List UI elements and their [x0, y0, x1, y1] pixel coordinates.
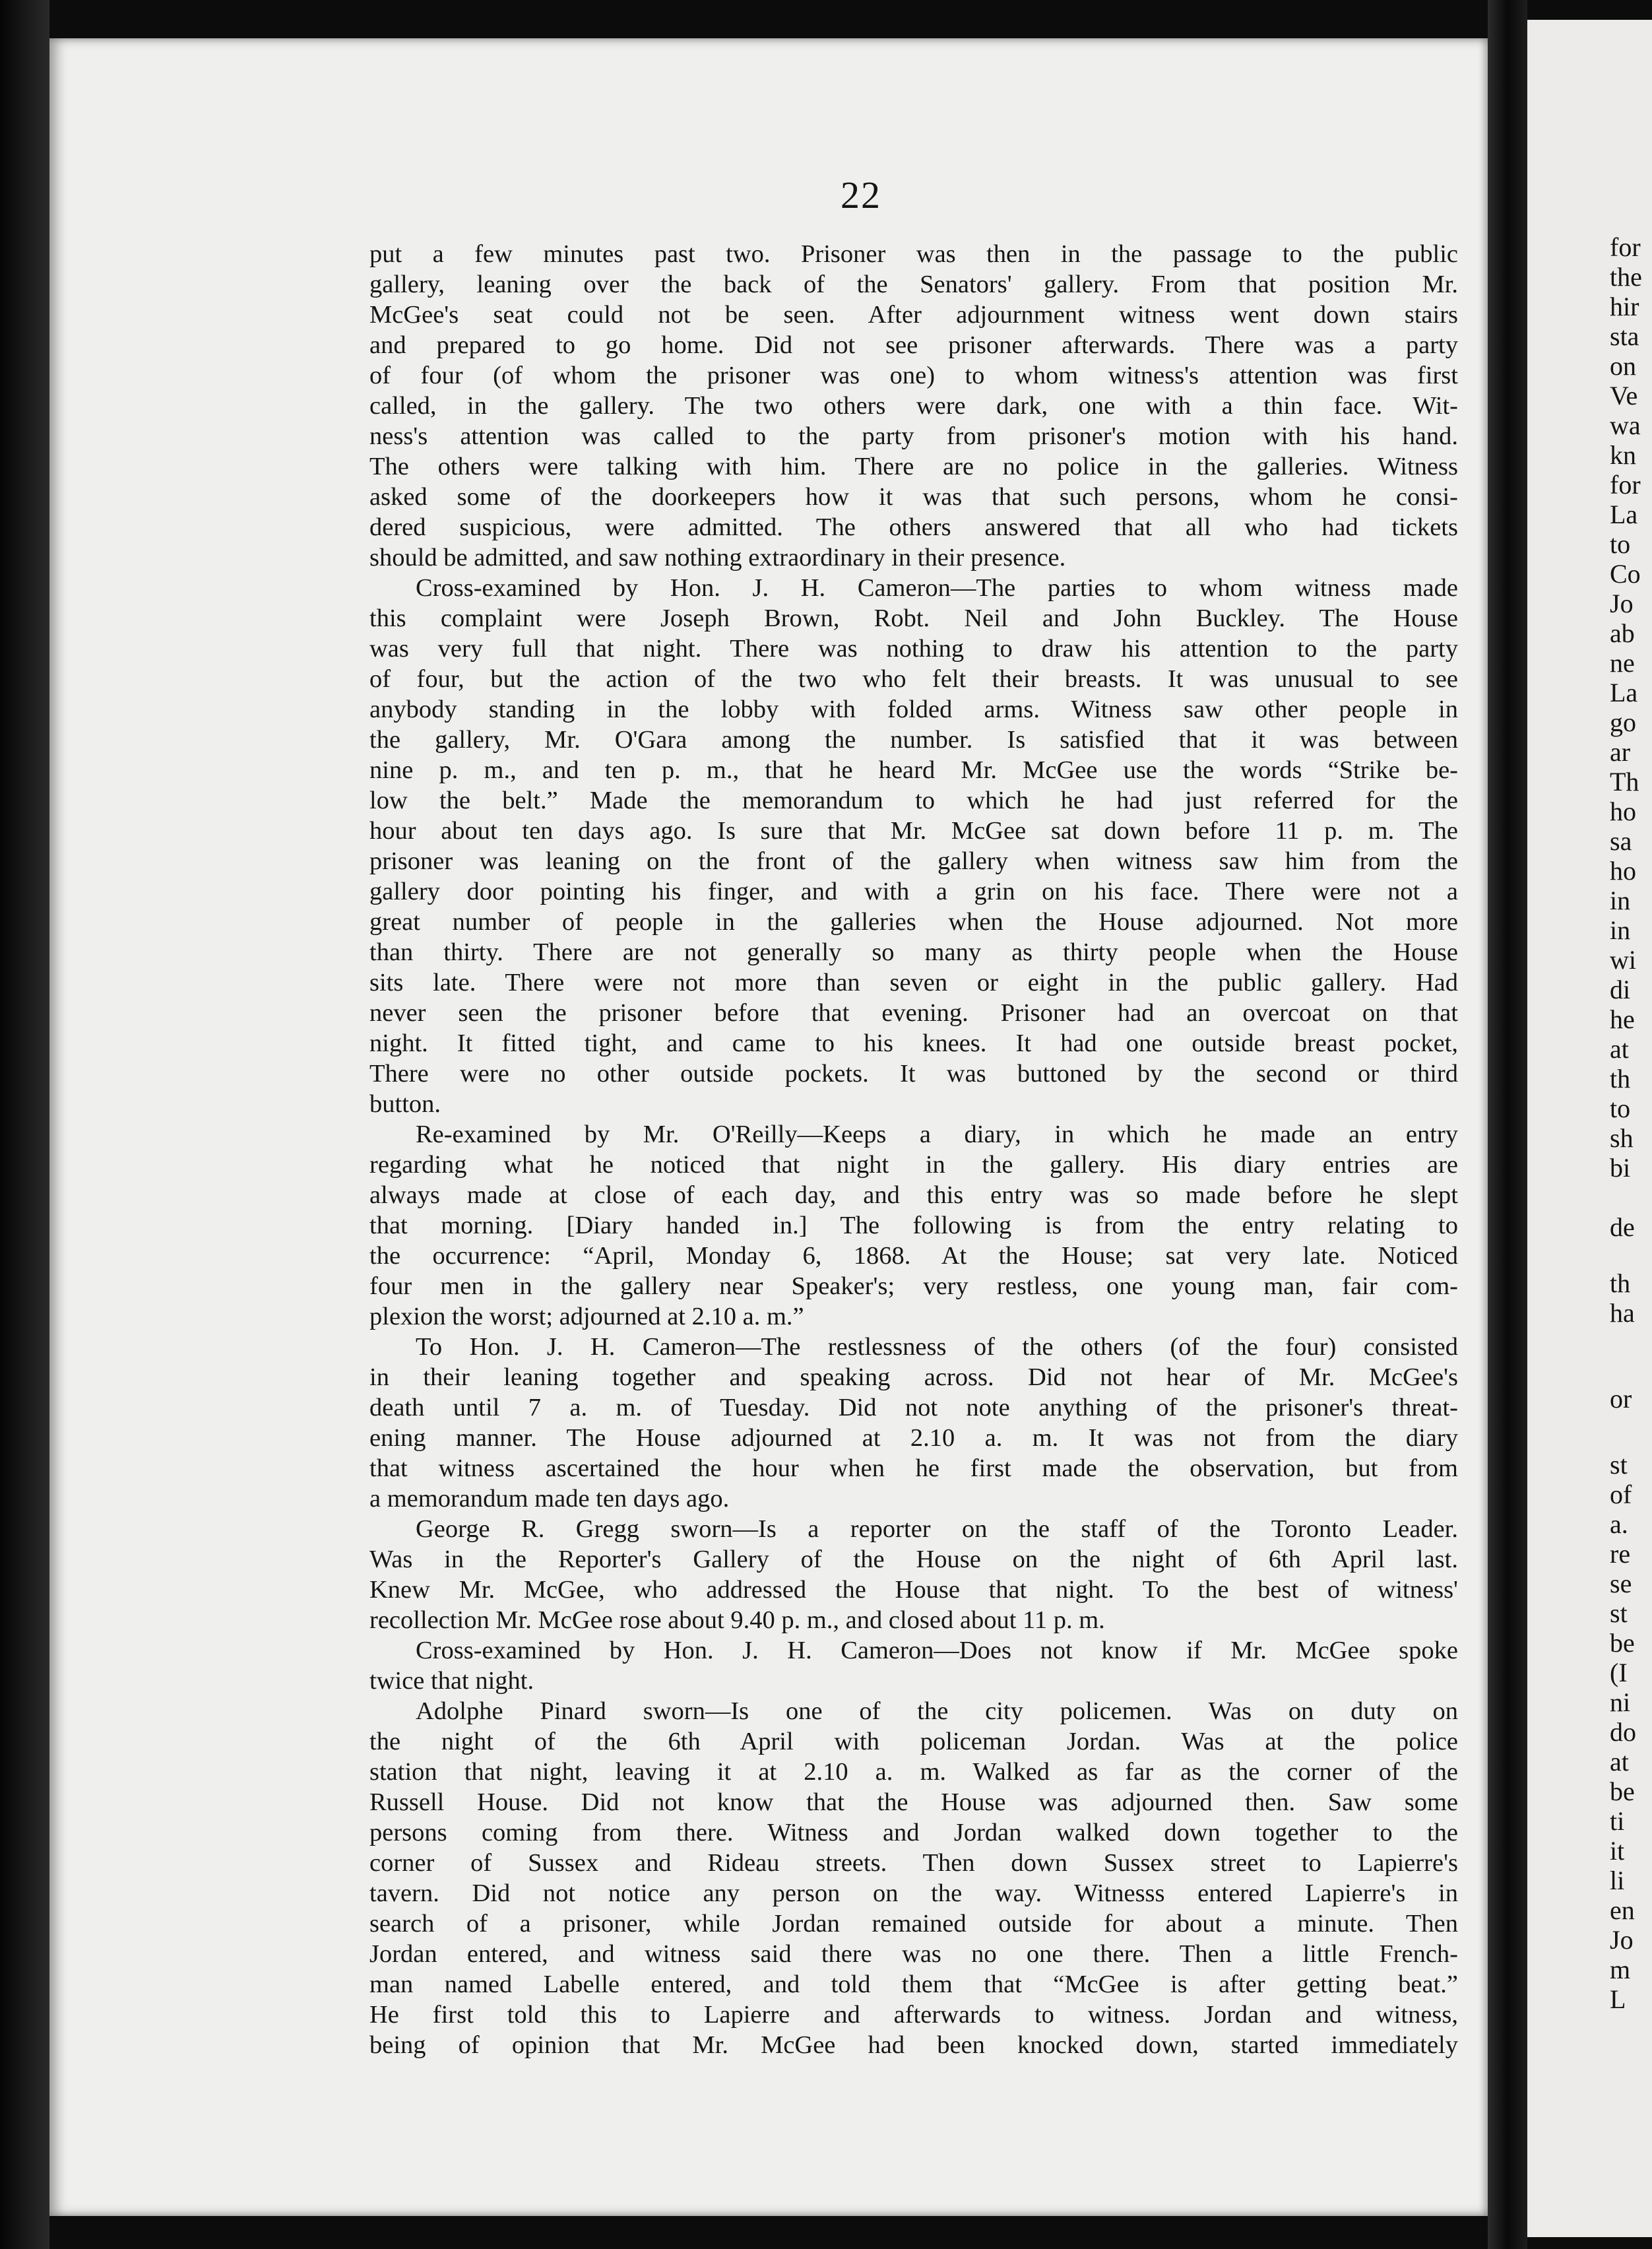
text-line: search of a prisoner, while Jordan remained outside for about a minute. Then [369, 1910, 1458, 1938]
text-line: There were no other outside pockets. It was buttoned by the second or third [369, 1060, 1458, 1088]
text-line: and prepared to go home. Did not see prisoner afterwards. There was a party [369, 331, 1458, 359]
text-line: great number of people in the galleries when the House adjourned. Not more [369, 908, 1458, 936]
next-page-text-fragment: be [1610, 1628, 1635, 1658]
text-line: night. It fitted tight, and came to his knees. It had one outside breast pocket, [369, 1029, 1458, 1057]
next-page-text-fragment: do [1610, 1717, 1636, 1747]
next-page-text-fragment: Ve [1610, 381, 1638, 410]
text-line: was very full that night. There was nothing to draw his attention to the party [369, 635, 1458, 663]
next-page-text-fragment: to [1610, 529, 1631, 559]
text-line: button. [369, 1090, 441, 1118]
text-line: this complaint were Joseph Brown, Robt. Neil and John Buckley. The House [369, 604, 1458, 632]
text-line: that witness ascertained the hour when he first made the observation, but from [369, 1454, 1458, 1482]
text-line: put a few minutes past two. Prisoner was then in the passage to the public [369, 240, 1458, 268]
next-page-text-fragment: Jo [1610, 1925, 1634, 1955]
text-line: sits late. There were not more than seven or eight in the public gallery. Had [369, 969, 1458, 996]
next-page-text-fragment: at [1610, 1747, 1629, 1776]
next-page-text-fragment: ni [1610, 1687, 1631, 1717]
next-page-text-fragment: ab [1610, 618, 1635, 648]
next-page-text-fragment: st [1610, 1598, 1628, 1628]
text-line: of four (of whom the prisoner was one) to whom witness's attention was first [369, 362, 1458, 389]
text-line: persons coming from there. Witness and Jordan walked down together to the [369, 1819, 1458, 1846]
text-line: McGee's seat could not be seen. After adjournment witness went down stairs [369, 301, 1458, 329]
next-page-text-fragment: hir [1610, 292, 1639, 321]
next-page-text-fragment: go [1610, 707, 1636, 737]
text-line: the gallery, Mr. O'Gara among the number. Is satisfied that it was between [369, 726, 1458, 754]
next-page-text-fragment: Jo [1610, 589, 1634, 618]
next-page-text-fragment: be [1610, 1776, 1635, 1806]
text-line: prisoner was leaning on the front of the gallery when witness saw him from the [369, 847, 1458, 875]
next-page-text-fragment: bi [1610, 1153, 1631, 1183]
next-page-text-fragment: L [1610, 1984, 1626, 2014]
text-line: tavern. Did not notice any person on the way. Witnesss entered Lapierre's in [369, 1879, 1458, 1907]
next-page-text-fragment: to [1610, 1093, 1631, 1123]
text-line: Russell House. Did not know that the House was adjourned then. Saw some [369, 1788, 1458, 1816]
text-line: the occurrence: “April, Monday 6, 1868. At the House; sat very late. Noticed [369, 1242, 1458, 1270]
text-line: station that night, leaving it at 2.10 a. m. Walked as far as the corner of the [369, 1758, 1458, 1786]
next-page-text-fragment: La [1610, 678, 1638, 707]
text-line: always made at close of each day, and this entry was so made before he slept [369, 1181, 1458, 1209]
next-page-text-fragment: th [1610, 1268, 1631, 1298]
next-page-text-fragment: di [1610, 975, 1631, 1004]
next-page-text-fragment: (I [1610, 1658, 1628, 1687]
text-line: should be admitted, and saw nothing extraordinary in their presence. [369, 544, 1066, 571]
next-page-text-fragment: en [1610, 1895, 1635, 1925]
next-page-text-fragment: in [1610, 886, 1631, 915]
next-page-text-fragment: for [1610, 470, 1641, 500]
text-line: asked some of the doorkeepers how it was that such persons, whom he consi- [369, 483, 1458, 511]
text-line: twice that night. [369, 1667, 534, 1695]
next-page-text-fragment: th [1610, 1064, 1631, 1093]
text-line: a memorandum made ten days ago. [369, 1485, 730, 1513]
next-page-text-fragment: li [1610, 1866, 1625, 1895]
text-line: that morning. [Diary handed in.] The following is from the entry relating to [369, 1212, 1458, 1239]
next-page-text-fragment: of [1610, 1480, 1632, 1509]
text-line: Jordan entered, and witness said there was no one there. Then a little French- [369, 1940, 1458, 1968]
next-page-text-fragment: se [1610, 1569, 1632, 1598]
next-page-text-fragment: it [1610, 1836, 1625, 1866]
text-line: The others were talking with him. There are no police in the galleries. Witness [369, 453, 1458, 480]
next-page-text-fragment: re [1610, 1539, 1631, 1569]
next-page-text-fragment: Co [1610, 559, 1641, 589]
page-number: 22 [841, 174, 881, 216]
next-page-text-fragment: ho [1610, 856, 1636, 886]
next-page-text-fragment: kn [1610, 440, 1636, 470]
next-page-text-fragment: La [1610, 500, 1638, 529]
text-line: He first told this to Lapierre and afterwards to witness. Jordan and witness, [369, 2001, 1458, 2029]
text-line: death until 7 a. m. of Tuesday. Did not note anything of the prisoner's threat- [369, 1394, 1458, 1421]
text-line: To Hon. J. H. Cameron—The restlessness of the others (of the four) consisted [416, 1333, 1458, 1361]
next-page-text-fragment: on [1610, 351, 1636, 381]
next-page-text-fragment: de [1610, 1212, 1635, 1242]
text-line: anybody standing in the lobby with folded arms. Witness saw other people in [369, 696, 1458, 723]
text-line: Adolphe Pinard sworn—Is one of the city policemen. Was on duty on [416, 1697, 1458, 1725]
text-line: man named Labelle entered, and told them that “McGee is after getting beat.” [369, 1971, 1458, 1998]
text-line: four men in the gallery near Speaker's; very restless, one young man, fair com- [369, 1272, 1458, 1300]
text-line: nine p. m., and ten p. m., that he heard Mr. McGee use the words “Strike be- [369, 756, 1458, 784]
text-line: hour about ten days ago. Is sure that Mr. McGee sat down before 11 p. m. The [369, 817, 1458, 845]
next-page-text-fragment: st [1610, 1450, 1628, 1480]
next-page-text-fragment: wi [1610, 945, 1636, 975]
text-line: George R. Gregg sworn—Is a reporter on the staff of the Toronto Leader. [416, 1515, 1458, 1543]
next-page-text-fragment: m [1610, 1955, 1631, 1984]
text-line: called, in the gallery. The two others were dark, one with a thin face. Wit- [369, 392, 1458, 420]
text-line: being of opinion that Mr. McGee had been knocked down, started immediately [369, 2031, 1458, 2059]
text-line: of four, but the action of the two who felt their breasts. It was unusual to see [369, 665, 1458, 693]
next-page-text-fragment: a. [1610, 1509, 1628, 1539]
next-page-text-fragment: sta [1610, 321, 1639, 351]
text-line: Cross-examined by Hon. J. H. Cameron—Does not know if Mr. McGee spoke [416, 1637, 1458, 1664]
text-line: recollection Mr. McGee rose about 9.40 p. m., and closed about 11 p. m. [369, 1606, 1105, 1634]
next-page-text-fragment: ar [1610, 737, 1631, 767]
next-page-text-fragment: ha [1610, 1298, 1635, 1328]
next-page-text-fragment: Th [1610, 767, 1639, 797]
text-line: Re-examined by Mr. O'Reilly—Keeps a diary, in which he made an entry [416, 1121, 1458, 1148]
text-line: Was in the Reporter's Gallery of the House on the night of 6th April last. [369, 1546, 1458, 1573]
scan-border-left [0, 0, 49, 2249]
next-page-text-fragment: ne [1610, 648, 1635, 678]
next-page-text-fragment: he [1610, 1004, 1635, 1034]
text-line: regarding what he noticed that night in the gallery. His diary entries are [369, 1151, 1458, 1179]
next-page-text-fragment: sh [1610, 1123, 1634, 1153]
book-gutter [1488, 0, 1527, 2249]
next-page-text-fragment: ho [1610, 797, 1636, 826]
text-line: than thirty. There are not generally so many as thirty people when the House [369, 938, 1458, 966]
text-line: ening manner. The House adjourned at 2.10 a. m. It was not from the diary [369, 1424, 1458, 1452]
next-page-text-fragment: or [1610, 1384, 1632, 1414]
text-line: gallery, leaning over the back of the Senators' gallery. From that position Mr. [369, 271, 1458, 298]
text-line: gallery door pointing his finger, and with a grin on his face. There were not a [369, 878, 1458, 905]
text-line: Cross-examined by Hon. J. H. Cameron—The parties to whom witness made [416, 574, 1458, 602]
text-line: the night of the 6th April with policeman Jordan. Was at the police [369, 1728, 1458, 1755]
next-page-edge [1527, 20, 1652, 2237]
text-line: plexion the worst; adjourned at 2.10 a. m.” [369, 1303, 804, 1330]
text-line: Knew Mr. McGee, who addressed the House that night. To the best of witness' [369, 1576, 1458, 1604]
next-page-text-fragment: ti [1610, 1806, 1625, 1836]
text-line: corner of Sussex and Rideau streets. Then down Sussex street to Lapierre's [369, 1849, 1458, 1877]
next-page-text-fragment: for [1610, 232, 1641, 262]
text-line: low the belt.” Made the memorandum to which he had just referred for the [369, 787, 1458, 814]
next-page-text-fragment: wa [1610, 410, 1641, 440]
next-page-text-fragment: in [1610, 915, 1631, 945]
next-page-text-fragment: sa [1610, 826, 1632, 856]
next-page-text-fragment: at [1610, 1034, 1629, 1064]
text-line: in their leaning together and speaking across. Did not hear of Mr. McGee's [369, 1363, 1458, 1391]
page-body-text [369, 239, 1458, 2060]
text-line: ness's attention was called to the party from prisoner's motion with his hand. [369, 422, 1458, 450]
next-page-text-fragment: the [1610, 262, 1642, 292]
text-line: dered suspicious, were admitted. The others answered that all who had tickets [369, 513, 1458, 541]
text-line: never seen the prisoner before that evening. Prisoner had an overcoat on that [369, 999, 1458, 1027]
